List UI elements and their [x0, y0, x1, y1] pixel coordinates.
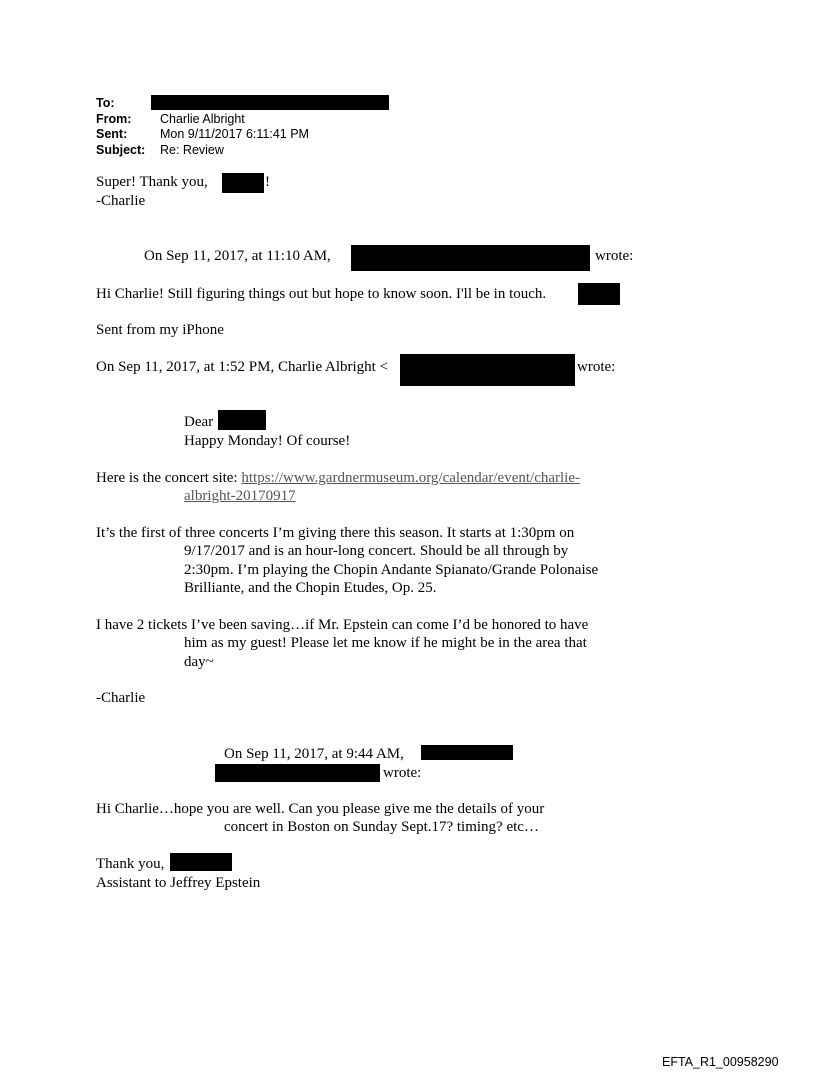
redaction-sender-3a	[421, 745, 513, 760]
quote3-title: Assistant to Jeffrey Epstein	[96, 875, 261, 891]
quote2-para1-line1: It’s the first of three concerts I’m giving there this season. It starts at 1:30pm on	[96, 525, 575, 541]
quote2-wrote: wrote:	[577, 359, 616, 375]
quote3-body-line1: Hi Charlie…hope you are well. Can you please give me the details of your	[96, 801, 545, 817]
redaction-sender-1	[351, 245, 590, 271]
quote3-wrote: wrote:	[383, 765, 422, 781]
concert-site-line	[96, 469, 580, 488]
quote2-para2-line3: day~	[184, 654, 214, 670]
redaction-email-2	[400, 354, 575, 386]
redaction-name-3	[170, 853, 232, 871]
quote2-para1-line2: 9/17/2017 and is an hour-long concert. Should be all through by	[184, 543, 569, 559]
quote2-happy: Happy Monday! Of course!	[184, 433, 351, 449]
quote1-body: Hi Charlie! Still figuring things out but hope to know soon. I'll be in touch.	[96, 286, 547, 302]
sent-value: Mon 9/11/2017 6:11:41 PM	[160, 127, 309, 141]
concert-site-link[interactable]: https://www.gardnermuseum.org/calendar/event/charlie-	[241, 470, 580, 486]
reply-signoff: -Charlie	[96, 193, 146, 209]
sent-label: Sent:	[96, 127, 128, 141]
quote2-para1-line3: 2:30pm. I’m playing the Chopin Andante Spianato/Grande Polonaise	[184, 562, 599, 578]
concert-site-link-cont[interactable]: albright-20170917	[184, 488, 296, 504]
from-value: Charlie Albright	[160, 112, 245, 126]
quote1-wrote: wrote:	[595, 248, 634, 264]
reply-thanks-text: Super! Thank you,	[96, 174, 208, 190]
concert-site-label: Here is the concert site:	[96, 470, 242, 486]
quote1-sent-from: Sent from my iPhone	[96, 322, 224, 338]
subject-label: Subject:	[96, 143, 146, 157]
redaction-sender-3b	[215, 764, 380, 782]
quote1-attribution: On Sep 11, 2017, at 11:10 AM,	[144, 248, 331, 264]
quote3-attribution: On Sep 11, 2017, at 9:44 AM,	[224, 746, 404, 762]
quote3-thanks: Thank you,	[96, 856, 165, 872]
redaction-name-2	[218, 410, 266, 430]
redaction-signature-1	[578, 283, 620, 305]
reply-thanks-exclaim: !	[265, 174, 270, 190]
subject-value: Re: Review	[160, 143, 224, 157]
quote2-signoff: -Charlie	[96, 690, 146, 706]
quote3-body-line2: concert in Boston on Sunday Sept.17? timing? etc…	[224, 819, 539, 835]
redaction-to	[151, 95, 389, 110]
redaction-name-1	[222, 173, 264, 193]
quote2-greeting: Dear	[184, 414, 214, 430]
from-label: From:	[96, 112, 132, 126]
document-id: EFTA_R1_00958290	[662, 1055, 779, 1069]
quote2-para2-line2: him as my guest! Please let me know if he might be in the area that	[184, 635, 587, 651]
to-label: To:	[96, 96, 115, 110]
quote2-para2-line1: I have 2 tickets I’ve been saving…if Mr. Epstein can come I’d be honored to have	[96, 617, 589, 633]
quote2-para1-line4: Brilliante, and the Chopin Etudes, Op. 25.	[184, 580, 437, 596]
quote2-attribution: On Sep 11, 2017, at 1:52 PM, Charlie Albright <	[96, 359, 389, 375]
